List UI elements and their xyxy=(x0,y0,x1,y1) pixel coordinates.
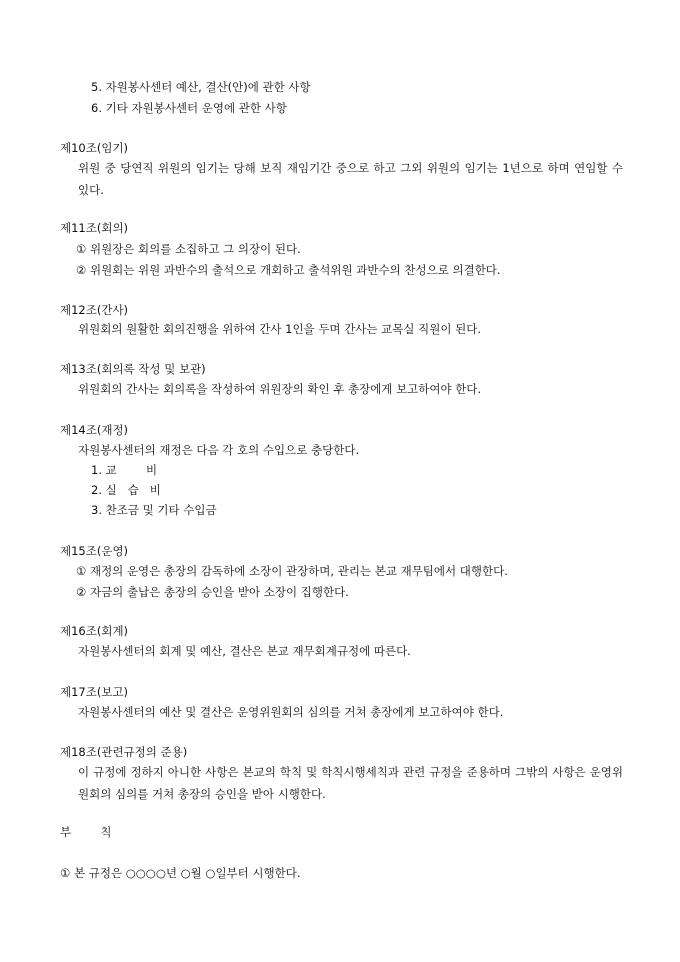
list-item-6: 6. 기타 자원봉사센터 운영에 관한 사항 xyxy=(91,101,287,115)
article-16-heading: 제16조(회계) xyxy=(60,624,129,638)
article-15-clause-1: ① 재정의 운영은 총장의 감독하에 소장이 관장하며, 관리는 본교 재무팀에서 대행한다. xyxy=(76,564,508,578)
article-12-heading: 제12조(간사) xyxy=(60,303,129,317)
article-17-text: 자원봉사센터의 예산 및 결산은 운영위원회의 심의를 거쳐 총장에게 보고하여야 한다. xyxy=(78,705,504,719)
list-item-5: 5. 자원봉사센터 예산, 결산(안)에 관한 사항 xyxy=(91,80,311,94)
article-14-text: 자원봉사센터의 재정은 다음 각 호의 수입으로 충당한다. xyxy=(78,443,360,457)
article-10-heading: 제10조(임기) xyxy=(60,141,129,155)
article-13-heading: 제13조(회의록 작성 및 보관) xyxy=(60,362,206,376)
article-14-heading: 제14조(재정) xyxy=(60,423,129,437)
article-14-item-1: 1. 교 비 xyxy=(91,463,158,477)
article-12-text: 위원회의 원활한 회의진행을 위하여 간사 1인을 두며 간사는 교목실 직원이 된다. xyxy=(78,322,482,336)
article-11-clause-2: ② 위원회는 위원 과반수의 출석으로 개회하고 출석위원 과반수의 찬성으로 의결한다. xyxy=(76,263,501,277)
article-17-heading: 제17조(보고) xyxy=(60,685,129,699)
article-14-item-3: 3. 찬조금 및 기타 수입금 xyxy=(91,503,217,517)
article-18-text: 이 규정에 정하지 아니한 사항은 본교의 학칙 및 학칙시행세칙과 관련 규정을 준용하며 그밖의 사항은 운영위원회의 심의를 거쳐 총장의 승인을 받아 시행한다. xyxy=(78,765,623,801)
article-15-clause-2: ② 자금의 출납은 총장의 승인을 받아 소장이 집행한다. xyxy=(76,585,349,599)
addenda-heading: 부 칙 xyxy=(60,825,112,839)
addenda-clause-1: ① 본 규정은 ○○○○년 ○월 ○일부터 시행한다. xyxy=(60,866,301,880)
article-18-heading: 제18조(관련규정의 준용) xyxy=(60,745,188,759)
article-15-heading: 제15조(운영) xyxy=(60,544,129,558)
article-11-clause-1: ① 위원장은 회의를 소집하고 그 의장이 된다. xyxy=(76,242,301,256)
article-14-item-2: 2. 실 습 비 xyxy=(91,483,161,497)
article-13-text: 위원회의 간사는 회의록을 작성하여 위원장의 확인 후 총장에게 보고하여야 한다. xyxy=(78,382,482,396)
article-11-heading: 제11조(회의) xyxy=(60,221,129,235)
article-16-text: 자원봉사센터의 회계 및 예산, 결산은 본교 재무회계규정에 따른다. xyxy=(78,644,411,658)
article-10-text: 위원 중 당연직 위원의 임기는 당해 보직 재임기간 중으로 하고 그외 위원의 임기는 1년으로 하며 연임할 수 있다. xyxy=(78,161,623,197)
